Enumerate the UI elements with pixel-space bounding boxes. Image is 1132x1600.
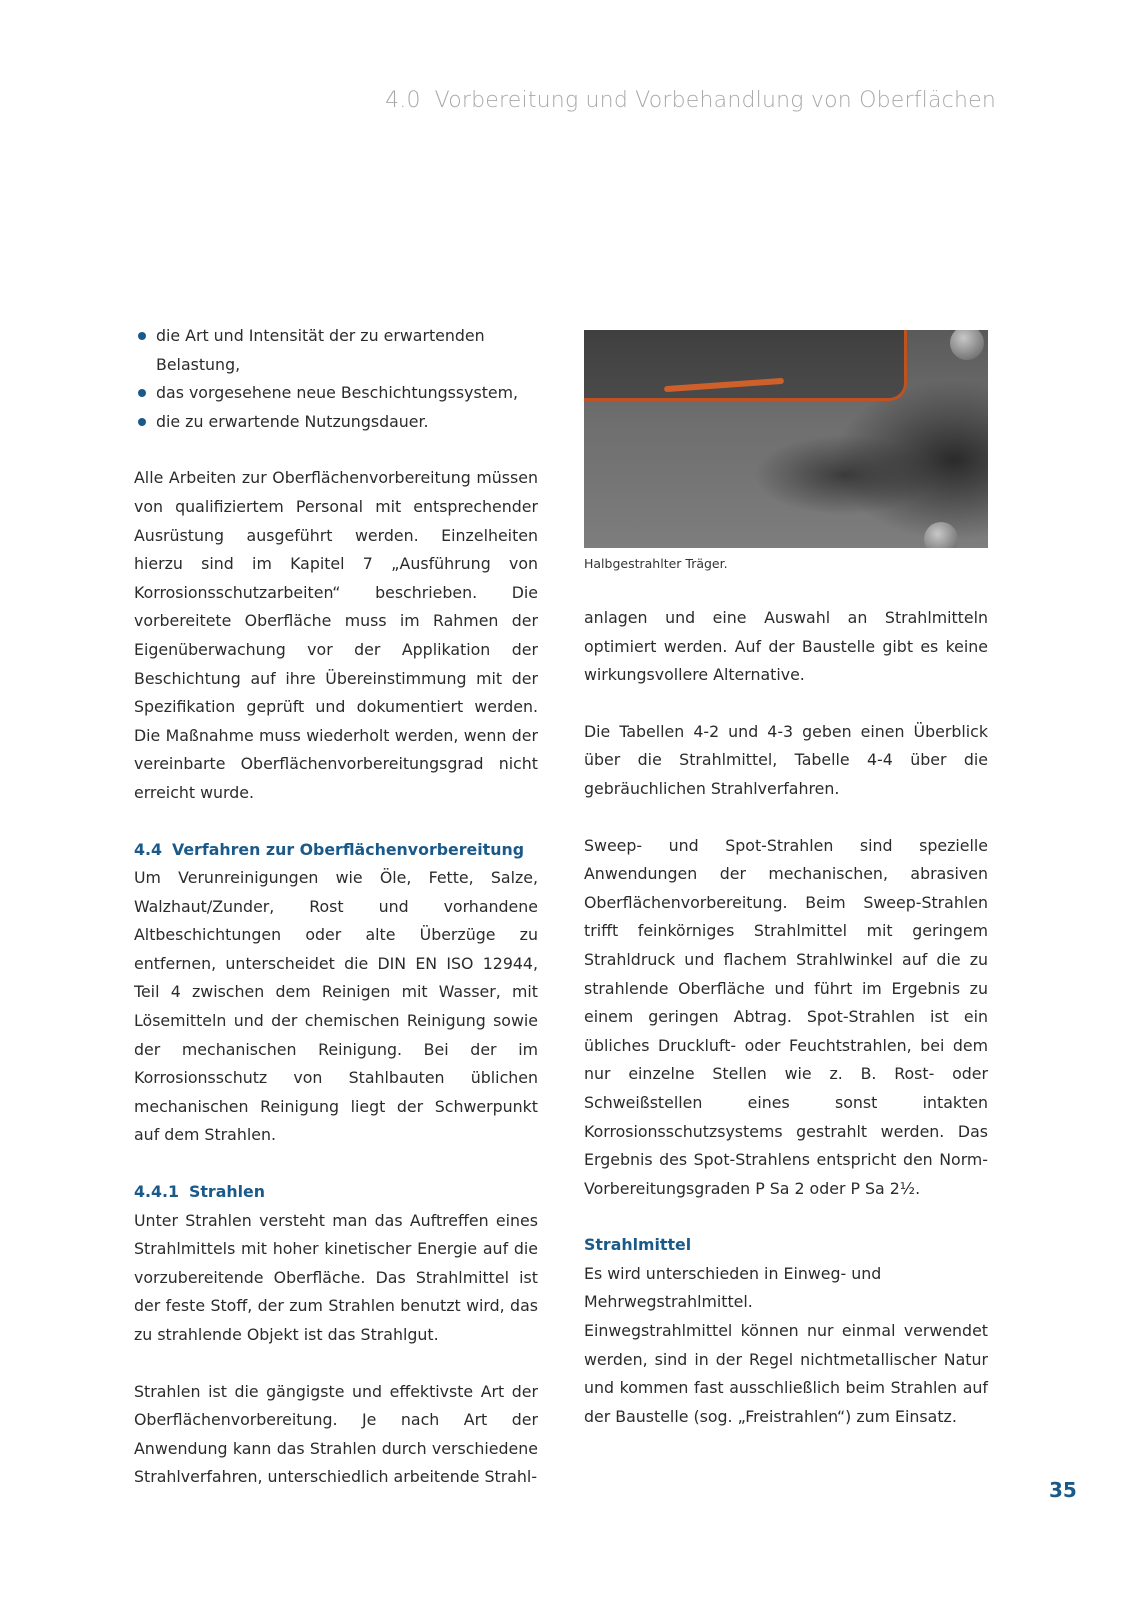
paragraph-continuation: anlagen und eine Auswahl an Strahlmitteln optimiert werden. Auf der Baustelle gibt es keine wirkungsvollere Alternative.	[584, 608, 988, 685]
list-item: die Art und Intensität der zu erwartenden Belastung,	[134, 322, 538, 379]
list-item: das vorgesehene neue Beschichtungssystem,	[134, 379, 538, 408]
section-title: Verfahren zur Oberflächenvorbereitung	[171, 839, 525, 859]
section-heading-4-4-1	[134, 1178, 538, 1207]
photo-half-blasted-beam	[584, 330, 988, 548]
photo-rivet	[950, 330, 984, 360]
paragraph-sweep-spot: Sweep- und Spot-Strahlen sind spezielle Anwendungen der mechanischen, abrasiven Oberflächenvorbereitung. Beim Sweep-Strahlen trifft feinkörniges Strahlmittel mit geringem Strahldruck und flachem Strahlwinkel auf die zu strahlende Oberfläche und führt im Ergebnis zu einem geringen Abtrag. Spot-Strahlen ist ein übliches Druckluft- oder Feuchtstrahlen, bei dem nur einzelne Stellen wie z. B. Rost- oder Schweißstellen eines sonst intakten Korrosionsschutzsystems gestrahlt werden. Das Ergebnis des Spot-Strahlens entspricht den Norm-Vorbereitungsgraden P Sa 2 oder P Sa 2½.	[584, 835, 988, 1198]
list-item: die zu erwartende Nutzungsdauer.	[134, 408, 538, 437]
section-title: Strahlen	[188, 1182, 265, 1202]
photo-plate-shape	[584, 330, 907, 401]
page-number: 35	[1049, 1478, 1077, 1502]
paragraph-qualified-personnel: Alle Arbeiten zur Oberflächenvorbereitung müssen von qualifiziertem Personal mit entsprechender Ausrüstung ausgeführt werden. Einzelheiten hierzu sind im Kapitel 7 „Ausführung von Korrosionsschutzarbeiten“ beschrieben. Die vorbereitete Oberfläche muss im Rahmen der Eigenüberwachung vor der Applikation der Beschichtung auf ihre Übereinstimmung mit der Spezifikation geprüft und dokumentiert werden. Die Maßnahme muss wiederholt werden, wenn der vereinbarte Oberflächenvorbereitungsgrad nicht erreicht wurde.	[134, 468, 538, 802]
requirements-list	[134, 322, 538, 436]
subheading-strahlmittel: Strahlmittel	[584, 1235, 692, 1255]
chapter-header	[385, 88, 996, 113]
paragraph-single-use-abrasives: Einwegstrahlmittel können nur einmal verwendet werden, sind in der Regel nichtmetallischer Natur und kommen fast ausschließlich beim Strahlen auf der Baustelle (sog. „Freistrahlen“) zum Einsatz.	[584, 1321, 988, 1426]
section-number: 4.4	[134, 839, 162, 859]
photo-caption: Halbgestrahlter Träger.	[584, 556, 728, 571]
paragraph-blasting-effectiveness: Strahlen ist die gängigste und effektivste Art der Oberflächenvorbereitung. Je nach Art der Anwendung kann das Strahlen durch verschiedene Strahlverfahren, unterschiedlich arbeitende Strahl-	[134, 1381, 538, 1487]
paragraph-blasting-definition: Unter Strahlen versteht man das Auftreffen eines Strahlmittels mit hoher kinetischer Energie auf die vorzubereitende Oberfläche. Das Strahlmittel ist der feste Stoff, der zum Strahlen benutzt wird, das zu strahlende Objekt ist das Strahlgut.	[134, 1210, 538, 1344]
paragraph-abrasive-types: Es wird unterschieden in Einweg- und Mehrwegstrahlmittel.	[584, 1263, 882, 1312]
section-heading-4-4	[134, 836, 538, 865]
paragraph-cleaning-methods: Um Verunreinigungen wie Öle, Fette, Salze, Walzhaut/Zunder, Rost und vorhandene Altbeschichtungen oder alte Überzüge zu entfernen, unterscheidet die DIN EN ISO 12944, Teil 4 zwischen dem Reinigen mit Wasser, mit Lösemitteln und der chemischen Reinigung sowie der mechanischen Reinigung. Bei der im Korrosionsschutz von Stahlbauten üblichen mechanischen Reinigung liegt der Schwerpunkt auf dem Strahlen.	[134, 868, 538, 1145]
chapter-number: 4.0	[385, 88, 421, 113]
chapter-title: Vorbereitung und Vorbehandlung von Oberflächen	[434, 88, 996, 113]
photo-rivet	[924, 522, 958, 548]
left-column	[134, 322, 538, 1492]
section-number: 4.4.1	[134, 1182, 179, 1202]
paragraph-tables-reference: Die Tabellen 4-2 und 4-3 geben einen Überblick über die Strahlmittel, Tabelle 4-4 über die gebräuchlichen Strahlverfahren.	[584, 721, 988, 798]
right-column	[584, 316, 988, 1431]
